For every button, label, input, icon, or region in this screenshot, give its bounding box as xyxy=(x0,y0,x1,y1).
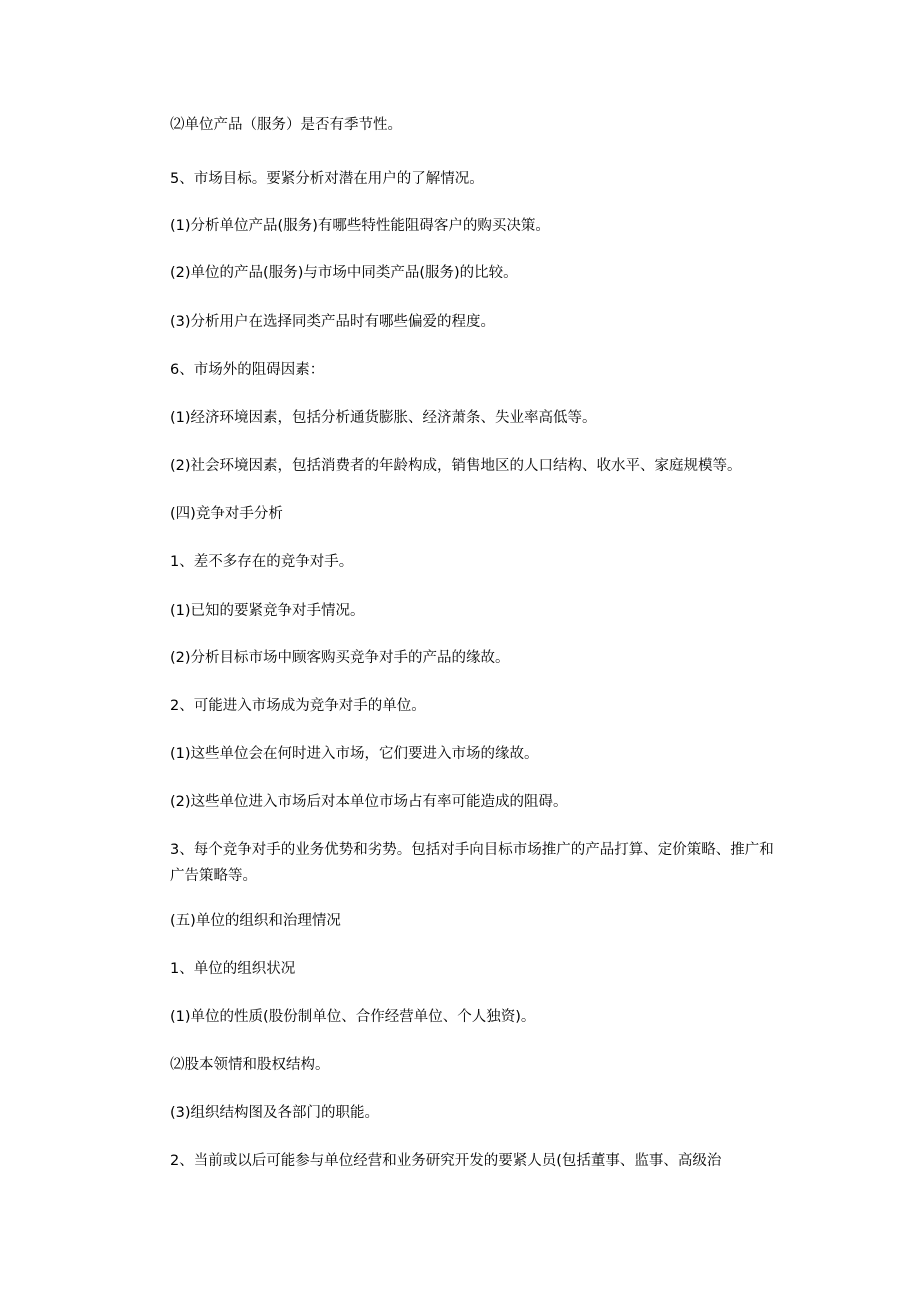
paragraph: 2、可能进入市场成为竞争对手的单位。 xyxy=(170,698,426,714)
paragraph: (1)这些单位会在何时进入市场，它们要进入市场的缘故。 xyxy=(170,746,539,762)
paragraph: 1、单位的组织状况 xyxy=(170,961,296,977)
paragraph: (2)社会环境因素，包括消费者的年龄构成，销售地区的人口结构、收水平、家庭规模等。 xyxy=(170,458,742,474)
paragraph: 3、每个竞争对手的业务优势和劣势。包括对手向目标市场推广的产品打算、定价策略、推广和广告策略等。 xyxy=(170,842,774,884)
paragraph: (2)单位的产品(服务)与市场中同类产品(服务)的比较。 xyxy=(170,265,518,281)
section-heading: (五)单位的组织和治理情况 xyxy=(170,913,341,929)
paragraph: (3)组织结构图及各部门的职能。 xyxy=(170,1105,380,1121)
section-heading: (四)竞争对手分析 xyxy=(170,506,283,522)
paragraph: (1)单位的性质(股份制单位、合作经营单位、个人独资)。 xyxy=(170,1009,536,1025)
paragraph: ⑵股本领情和股权结构。 xyxy=(170,1057,330,1073)
paragraph: (2)这些单位进入市场后对本单位市场占有率可能造成的阻碍。 xyxy=(170,794,568,810)
paragraph: (2)分析目标市场中顾客购买竞争对手的产品的缘故。 xyxy=(170,650,510,666)
paragraph: (1)已知的要紧竞争对手情况。 xyxy=(170,603,365,619)
paragraph: (3)分析用户在选择同类产品时有哪些偏爱的程度。 xyxy=(170,314,496,330)
paragraph: 6、市场外的阻碍因素： xyxy=(170,362,325,378)
paragraph: 1、差不多存在的竞争对手。 xyxy=(170,554,354,570)
paragraph: 2、当前或以后可能参与单位经营和业务研究开发的要紧人员(包括董事、监事、高级治 xyxy=(170,1153,722,1169)
paragraph: (1)分析单位产品(服务)有哪些特性能阻碍客户的购买决策。 xyxy=(170,218,550,234)
paragraph: 5、市场目标。要紧分析对潜在用户的了解情况。 xyxy=(170,171,484,187)
paragraph: ⑵单位产品（服务）是否有季节性。 xyxy=(170,117,402,133)
paragraph: (1)经济环境因素，包括分析通货膨胀、经济萧条、失业率高低等。 xyxy=(170,410,597,426)
